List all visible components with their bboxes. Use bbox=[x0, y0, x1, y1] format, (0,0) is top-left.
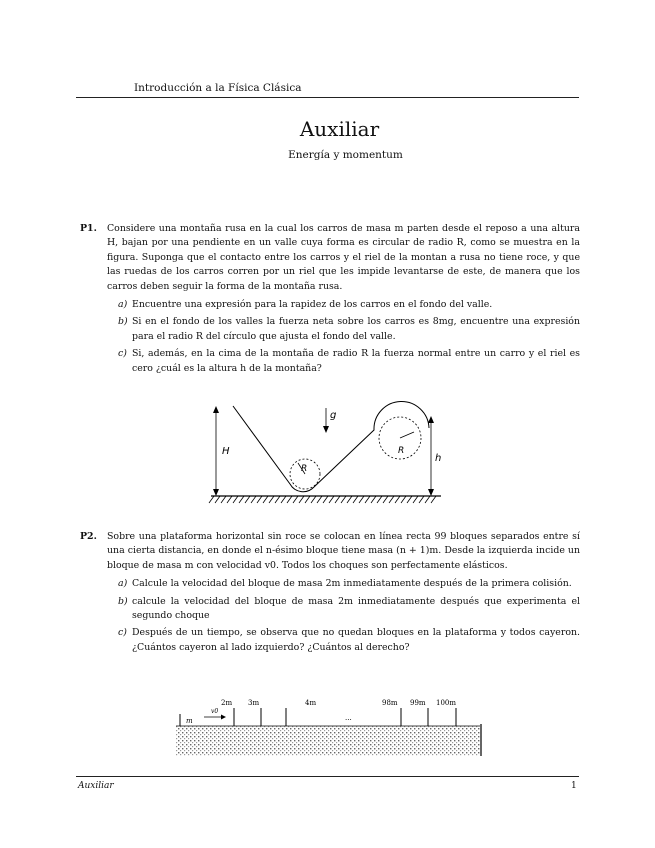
incident-mass-label: m bbox=[186, 717, 193, 725]
problem-1-part-b: b) Si en el fondo de los valles la fuerza neta sobre los carros es 8mg, encuentre una expresión para el radio R del círculo que ajusta el fondo del valle. bbox=[118, 316, 580, 342]
problem-2-part-b: b) calcule la velocidad del bloque de masa 2m inmediatamente después que experimenta el segundo choque bbox=[118, 595, 580, 622]
course-header: Introducción a la Física Clásica bbox=[134, 82, 302, 94]
velocity-arrow bbox=[204, 715, 226, 720]
problem-1-statement: Considere una montaña rusa en la cual los carros de masa m parten desde el reposo a una altura H, bajan por una pendiente en un valle cuya forma es circular de radio R, como se muestra en la figura. Suponga que el contacto entre los carros y el riel de la montan a rusa no tiene roce, y que las ruedas de los carros corren por un riel que les impide levantarse de este, de manera que los carros deben seguir la forma de la montaña rusa. bbox=[107, 223, 580, 292]
velocity-label: v0 bbox=[211, 708, 219, 715]
gravity-arrow bbox=[323, 408, 329, 433]
page-title: Auxiliar bbox=[299, 117, 380, 141]
problem-2-label: P2. bbox=[80, 531, 97, 542]
block-2m-label: 2m bbox=[221, 699, 233, 707]
problem-1-label: P1. bbox=[80, 223, 97, 234]
ellipsis: ... bbox=[345, 714, 352, 722]
block-4m-label: 4m bbox=[305, 699, 317, 707]
block-100m-label: 100m bbox=[436, 699, 456, 707]
problem-1-parts bbox=[118, 298, 580, 376]
height-H-label: H bbox=[222, 446, 230, 457]
problem-2-statement: Sobre una plataforma horizontal sin roce se colocan en línea recta 99 bloques separados entre sí una cierta distancia, en donde el n-ésimo bloque tiene masa (n + 1)m. Desde la izquierda incide un bloque de masa m con velocidad v0. Todos los choques son perfectamente elásticos. bbox=[107, 531, 580, 571]
block-99m-label: 99m bbox=[410, 699, 426, 707]
hill-R-label: R bbox=[398, 446, 405, 456]
page-subtitle: Energía y momentum bbox=[288, 149, 403, 161]
problem-2-part-c: c) Después de un tiempo, se observa que no quedan bloques en la plataforma y todos cayeron. ¿Cuántos cayeron al lado izquierdo? ¿Cuántos al derecho? bbox=[118, 627, 580, 653]
valley-R-label: R bbox=[301, 464, 308, 474]
platform bbox=[176, 726, 480, 756]
ground-hatching bbox=[209, 496, 441, 503]
problem-1-part-a: a) Encuentre una expresión para la rapidez de los carros en el fondo del valle. bbox=[118, 299, 493, 311]
problem-2-parts bbox=[118, 577, 580, 655]
problem-1 bbox=[80, 222, 580, 379]
hill-radius bbox=[400, 432, 414, 438]
footer-title: Auxiliar bbox=[78, 781, 114, 791]
problem-2 bbox=[80, 530, 580, 658]
height-H-arrow bbox=[213, 406, 219, 496]
height-h-label: h bbox=[435, 453, 442, 464]
problem-2-part-a: a) Calcule la velocidad del bloque de masa 2m inmediatamente después de la primera colisión. bbox=[118, 578, 572, 590]
blocks-figure bbox=[170, 696, 490, 760]
roller-coaster-figure bbox=[206, 398, 446, 510]
header-rule bbox=[76, 97, 579, 98]
block-98m-label: 98m bbox=[382, 699, 398, 707]
problem-1-part-c: c) Si, además, en la cima de la montaña de radio R la fuerza normal entre un carro y el riel es cero ¿cuál es la altura h de la montaña? bbox=[118, 348, 580, 374]
footer-rule bbox=[76, 776, 579, 777]
page-number: 1 bbox=[571, 781, 577, 791]
gravity-g-label: g bbox=[330, 410, 337, 421]
block-3m-label: 3m bbox=[248, 699, 260, 707]
